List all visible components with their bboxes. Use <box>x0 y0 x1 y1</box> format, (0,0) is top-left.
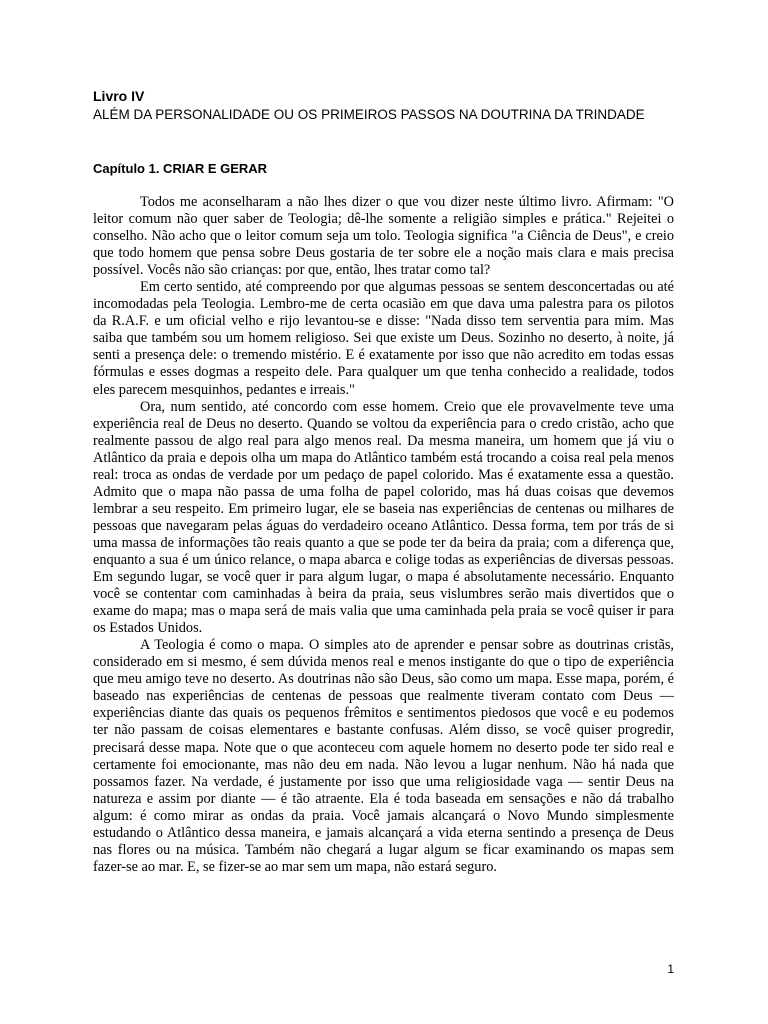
paragraph: Em certo sentido, até compreendo por que algumas pessoas se sentem desconcertadas ou até incomodadas pela Teologia. Lembro-me de certa ocasião em que dava uma palestra para os pilotos da R.A.F. e um oficial velho e rijo levantou-se e disse: "Nada disso tem serventia para mim. Mas saiba que também sou um homem religioso. Sei que existe um Deus. Sozinho no deserto, à noite, já senti a presença dele: o tremendo mistério. E é exatamente por isso que não acredito em todas essas fórmulas e esses dogmas a respeito dele. Para qualquer um que tenha conhecido a realidade, todos eles parecem mesquinhos, pedantes e irreais." <box>93 279 674 398</box>
chapter-title: Capítulo 1. CRIAR E GERAR <box>93 161 268 176</box>
book-title: Livro IV <box>93 88 145 104</box>
paragraph: A Teologia é como o mapa. O simples ato de aprender e pensar sobre as doutrinas cristãs, considerado em si mesmo, é sem dúvida menos real e menos instigante do que o tipo de experiência que meu amigo teve no deserto. As doutrinas não são Deus, são como um mapa. Esse mapa, porém, é baseado nas experiências de centenas de pessoas que realmente tiveram contato com Deus — experiências diante das quais os pequenos frêmitos e sentimentos piedosos que você e eu podemos ter não passam de coisas elementares e bastante confusas. Além disso, se você quiser progredir, precisará desse mapa. Note que o que aconteceu com aquele homem no deserto pode ter sido real e certamente foi emocionante, mas não deu em nada. Não levou a lugar nenhum. Não há nada que possamos fazer. Na verdade, é justamente por isso que uma religiosidade vaga — sentir Deus na natureza e assim por diante — é tão atraente. Ela é toda baseada em sensações e não dá trabalho algum: é como mirar as ondas da praia. Você jamais alcançará o Novo Mundo simplesmente estudando o Atlântico dessa maneira, e jamais alcançará a vida eterna sentindo a presença de Deus nas flores ou na música. Também não chegará a lugar algum se ficar examinando os mapas sem fazer-se ao mar. E, se fizer-se ao mar sem um mapa, não estará seguro. <box>93 637 674 875</box>
book-subtitle: ALÉM DA PERSONALIDADE OU OS PRIMEIROS PASSOS NA DOUTRINA DA TRINDADE <box>93 107 645 122</box>
page-number: 1 <box>667 962 674 976</box>
paragraph: Todos me aconselharam a não lhes dizer o que vou dizer neste último livro. Afirmam: "O leitor comum não quer saber de Teologia; dê-lhe somente a religião simples e prática." Rejeitei o conselho. Não acho que o leitor comum seja um tolo. Teologia significa "a Ciência de Deus", e creio que todo homem que pensa sobre Deus gostaria de ter sobre ele a noção mais clara e mais precisa possível. Vocês não são crianças: por que, então, lhes tratar como tal? <box>93 194 674 279</box>
body-text <box>93 194 674 876</box>
paragraph: Ora, num sentido, até concordo com esse homem. Creio que ele provavelmente teve uma experiência real de Deus no deserto. Quando se voltou da experiência para o credo cristão, acho que realmente passou de algo real para algo menos real. Da mesma maneira, um homem que já viu o Atlântico da praia e depois olha um mapa do Atlântico também está trocando a coisa real pela menos real: troca as ondas de verdade por um pedaço de papel colorido. Mas é exatamente essa a questão. Admito que o mapa não passa de uma folha de papel colorido, mas há duas coisas que devemos lembrar a seu respeito. Em primeiro lugar, ele se baseia nas experiências de centenas ou milhares de pessoas que navegaram pelas águas do verdadeiro oceano Atlântico. Dessa forma, tem por trás de si uma massa de informações tão reais quanto a que se pode ter da beira da praia; com a diferença que, enquanto a sua é um único relance, o mapa abarca e colige todas as experiências de diversas pessoas. Em segundo lugar, se você quer ir para algum lugar, o mapa é absolutamente necessário. Enquanto você se contentar com caminhadas à beira da praia, seus vislumbres serão mais divertidos que o exame do mapa; mas o mapa será de mais valia que uma caminhada pela praia se você quiser ir para os Estados Unidos. <box>93 398 674 637</box>
